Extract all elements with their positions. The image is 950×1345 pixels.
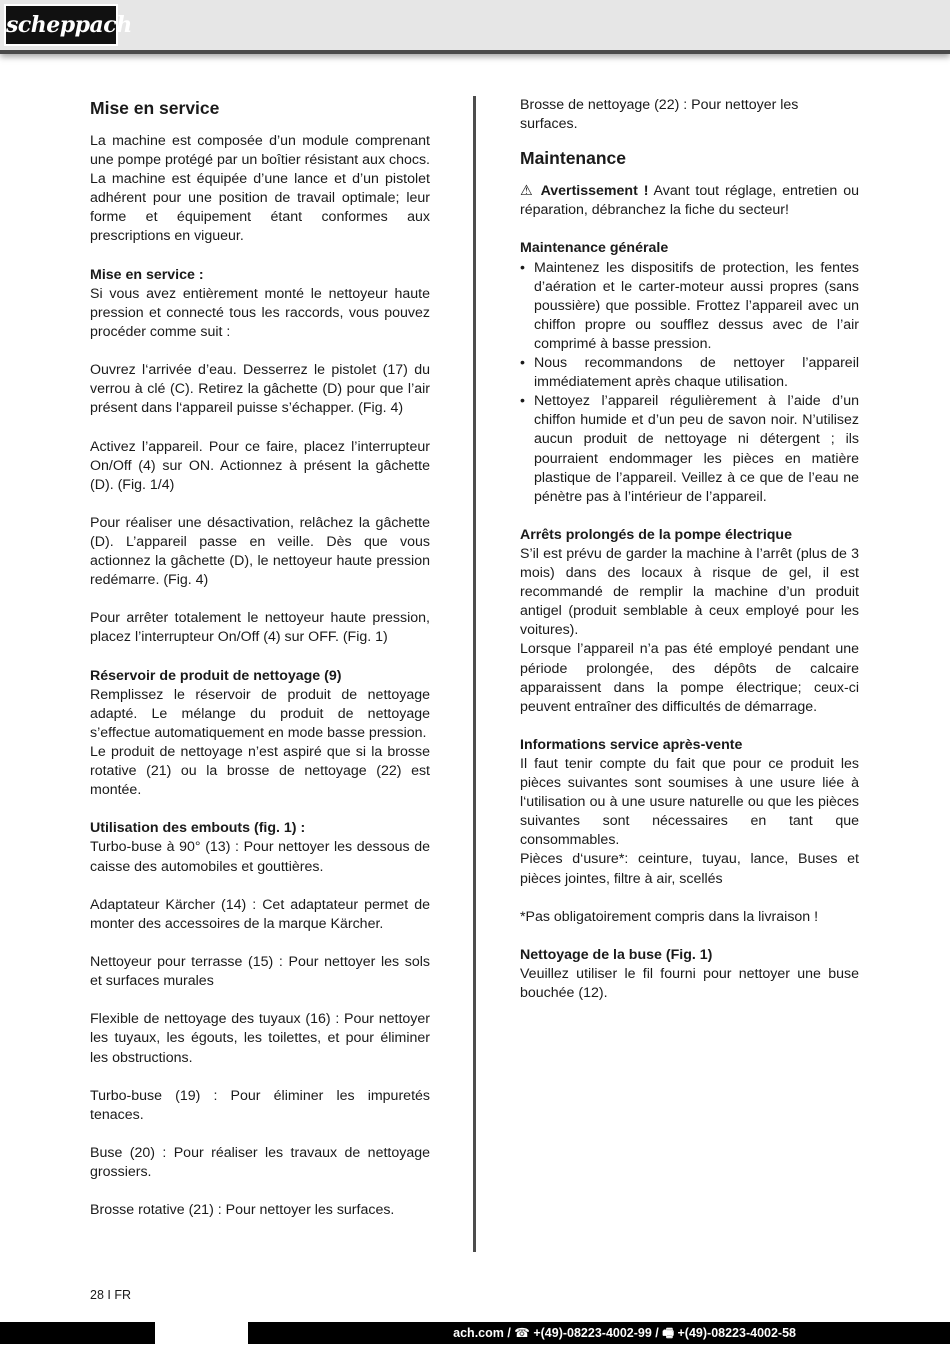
section-title-maintenance: Maintenance bbox=[520, 148, 626, 169]
embout-terrasse: Nettoyeur pour terrasse (15) : Pour nettoyer les sols et surfaces murales bbox=[90, 954, 430, 990]
warning-text: Avant tout réglage, entretien ou réparation, débranchez la fiche du secteur! bbox=[520, 183, 859, 219]
reservoir-text-2: Le produit de nettoyage n’est aspiré que si la brosse rotative (21) ou la brosse de nettoyage (22) est montée. bbox=[90, 744, 430, 799]
header-bar bbox=[0, 0, 950, 54]
page-number: 28 I FR bbox=[90, 1288, 131, 1302]
warning-paragraph bbox=[520, 182, 859, 220]
list-item: • Nettoyez l’appareil régulièrement à l’aide d’un chiffon humide et d’un peu de savon noir. N’utilisez aucun produit de nettoyage ni détergent ; ils pourraient endommager les pièces en matière plastique de l’appareil. Veillez à ce que de l’eau ne pénètre pas à l’intérieur de l’appareil. bbox=[520, 392, 859, 507]
service-text-1: Il faut tenir compte du fait que pour ce produit les pièces suivantes sont soumises à une usure liée à l‘utilisation ou à une usure naturelle ou que les pièces suivantes sont nécessaires en tant que consommables. bbox=[520, 756, 859, 849]
subheading-nettoyage-buse: Nettoyage de la buse (Fig. 1) bbox=[520, 946, 713, 963]
scheppach-logo: scheppach bbox=[4, 4, 118, 46]
right-column bbox=[520, 96, 859, 1003]
footer-white-block bbox=[155, 1322, 248, 1344]
arrets-text-2: Lorsque l’appareil n’a pas été employé pendant une période prolongée, des dépôts de calcaire apparaissent dans la pompe électrique; ceux-ci peuvent entraîner des difficultés de démarrage. bbox=[520, 641, 859, 715]
embout-turbo-buse-90: Turbo-buse à 90° (13) : Pour nettoyer les dessous de caisse des automobiles et gouttières. bbox=[90, 839, 430, 875]
mise-en-service-text: Si vous avez entièrement monté le nettoyeur haute pression et connecté tous les raccords, vous pouvez procéder comme suit : bbox=[90, 285, 430, 340]
intro-paragraph: La machine est composée d’un module comprenant une pompe protégé par un boîtier résistant aux chocs. La machine est équipée d’une lance et d’un pistolet adhérent pour une position de travail optimale; leur forme et équipement étant conformes aux prescriptions en vigueur. bbox=[90, 133, 430, 245]
subheading-reservoir: Réservoir de produit de nettoyage (9) bbox=[90, 667, 342, 684]
subheading-service-apres-vente: Informations service après-vente bbox=[520, 736, 743, 753]
embout-brosse-rotative: Brosse rotative (21) : Pour nettoyer les surfaces. bbox=[90, 1202, 395, 1219]
warning-triangle-icon: ⚠ bbox=[520, 183, 535, 200]
arrets-text-1: S’il est prévu de garder la machine à l’arrêt (plus de 3 mois) dans des locaux à risque de gel, il est recommandé de remplir la machine d’un produit antigel (produit semblable à ceux employé pour les voitures). bbox=[520, 545, 859, 639]
paragraph-stop: Pour arrêter totalement le nettoyeur haute pression, placez l’interrupteur On/Off (4) sur OFF. (Fig. 1) bbox=[90, 610, 430, 646]
paragraph-deactivate: Pour réaliser une désactivation, relâchez la gâchette (D). L’appareil passe en veille. Dès que vous actionnez la gâchette (D), le nettoyeur haute pression redémarre. (Fig. 4) bbox=[90, 514, 430, 589]
maintenance-list bbox=[520, 259, 859, 507]
left-column bbox=[90, 96, 430, 1220]
paragraph-open-water: Ouvrez l‘arrivée d’eau. Desserrez le pistolet (17) du verrou à clé (C). Retirez la gâchette (D) pour que l’air présent dans l‘appareil puisse s’échapper. (Fig. 4) bbox=[90, 362, 430, 417]
reservoir-text-1: Remplissez le réservoir de produit de nettoyage adapté. Le mélange du produit de nettoyage s’effectue automatiquement en mode basse pression. bbox=[90, 686, 430, 741]
embout-turbo-buse: Turbo-buse (19) : Pour éliminer les impuretés tenaces. bbox=[90, 1087, 430, 1123]
nettoyage-buse-text: Veuillez utiliser le fil fourni pour nettoyer une buse bouchée (12). bbox=[520, 966, 859, 1002]
list-item: • Nous recommandons de nettoyer l’appareil immédiatement après chaque utilisation. bbox=[520, 354, 859, 392]
service-note: *Pas obligatoirement compris dans la livraison ! bbox=[520, 908, 819, 925]
embout-flexible: Flexible de nettoyage des tuyaux (16) : Pour nettoyer les tuyaux, les égouts, les toilettes, et pour éliminer les obstructions. bbox=[90, 1011, 430, 1066]
warning-label: Avertissement ! bbox=[540, 183, 649, 200]
subheading-maintenance-generale: Maintenance générale bbox=[520, 240, 669, 257]
footer-contact: ach.com / ☎ +(49)-08223-4002-99 / 🖷 +(49)-08223-4002-58 bbox=[453, 1326, 796, 1340]
subheading-mise-en-service: Mise en service : bbox=[90, 266, 204, 283]
section-title-mise-en-service: Mise en service bbox=[90, 98, 220, 118]
subheading-embouts: Utilisation des embouts (fig. 1) : bbox=[90, 820, 306, 837]
service-text-2: Pièces d‘usure*: ceinture, tuyau, lance, Buses et pièces jointes, filtre à air, scellés bbox=[520, 851, 859, 887]
paragraph-activate: Activez l’appareil. Pour ce faire, placez l’interrupteur On/Off (4) sur ON. Actionnez à présent la gâchette (D). (Fig. 1/4) bbox=[90, 438, 430, 493]
list-item: • Maintenez les dispositifs de protection, les fentes d’aération et le carter-moteur aussi propres (sans poussière) que possible. Frottez l’appareil avec un chiffon propre ou soufflez dessus avec de l’air comprimé à basse pression. bbox=[520, 259, 859, 354]
column-divider bbox=[473, 96, 476, 1252]
footer-bar bbox=[0, 1322, 950, 1344]
brosse-nettoyage-line: Brosse de nettoyage (22) : Pour nettoyer les surfaces. bbox=[520, 97, 799, 133]
embout-adaptateur: Adaptateur Kärcher (14) : Cet adaptateur permet de monter des accessoires de la marque Kärcher. bbox=[90, 896, 430, 932]
embout-buse: Buse (20) : Pour réaliser les travaux de nettoyage grossiers. bbox=[90, 1144, 430, 1181]
subheading-arrets-prolonges: Arrêts prolongés de la pompe électrique bbox=[520, 526, 792, 543]
